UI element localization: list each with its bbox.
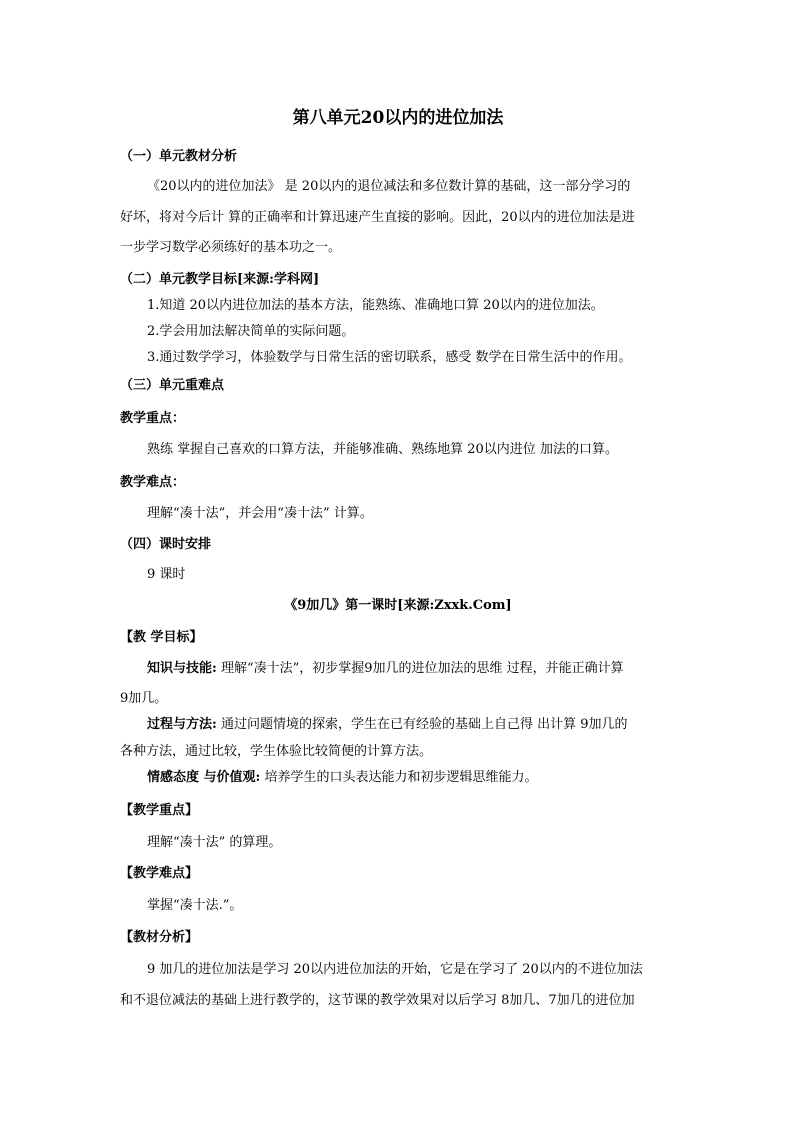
material-analysis-heading: 【教材分析】 [120, 930, 199, 945]
key-points-text-2: 理解“凑十法” 的算理。 [147, 835, 282, 850]
section-heading-goals: （二）单元教学目标[来源:学科网] [120, 272, 320, 287]
difficult-points-text-2: 掌握“凑十法.”。 [147, 898, 243, 913]
goal-attitude-text: 培养学生的口头表达能力和初步逻辑思维能力。 [260, 770, 538, 785]
paragraph-line: 一步学习数学必须练好的基本功之一。 [120, 240, 342, 255]
section-heading-analysis: （一）单元教材分析 [120, 149, 238, 164]
schedule-text: 9 课时 [147, 567, 186, 582]
goal-knowledge-label: 知识与技能: [147, 661, 217, 676]
key-points-text: 熟练 掌握自己喜欢的口算方法，并能够准确、熟练地算 20以内进位 加法的口算。 [147, 442, 618, 457]
paragraph-line: 《20以内的进位加法》 是 20以内的退位减法和多位数计算的基础，这一部分学习的 [147, 179, 631, 194]
list-item: 1.知道 20以内进位加法的基本方法，能熟练、准确地口算 20以内的进位加法。 [147, 298, 604, 313]
document-page [120, 0, 676, 1123]
paragraph-line: 9 加几的进位加法是学习 20以内进位加法的开始，它是在学习了 20以内的不进位加法 [147, 962, 643, 977]
goal-process-continued: 各种方法，通过比较，学生体验比较简便的计算方法。 [120, 744, 433, 759]
list-item: 3.通过数学学习，体验数学与日常生活的密切联系，感受 数学在日常生活中的作用。 [147, 350, 632, 365]
list-item: 2.学会用加法解决简单的实际问题。 [147, 324, 355, 339]
difficult-points-label: 教学难点： [120, 475, 186, 490]
goal-process-text: 通过问题情境的探索，学生在已有经验的基础上自己得 出计算 9加几的 [216, 717, 628, 732]
key-points-heading: 【教学重点】 [120, 803, 199, 818]
paragraph-line: 好坏，将对今后计 算的正确率和计算迅速产生直接的影响。因此，20以内的进位加法是进 [120, 210, 635, 225]
goal-knowledge-continued: 9加几。 [120, 691, 168, 706]
goal-attitude-label: 情感态度 与价值观: [147, 770, 261, 785]
difficult-points-text: 理解“凑十法”，并会用“凑十法” 计算。 [147, 506, 373, 521]
goal-process [147, 715, 627, 735]
teaching-goals-heading: 【教 学目标】 [120, 630, 203, 645]
goal-process-label: 过程与方法: [147, 717, 217, 732]
goal-knowledge-text: 理解“凑十法”，初步掌握9加几的进位加法的思维 过程，并能正确计算 [216, 661, 624, 676]
goal-attitude [147, 768, 537, 788]
paragraph-line: 和不退位减法的基础上进行教学的，这节课的教学效果对以后学习 8加几、7加几的进位加 [120, 993, 635, 1008]
section-heading-schedule: （四）课时安排 [120, 537, 212, 552]
key-points-label: 教学重点： [120, 411, 186, 426]
section-heading-key-difficult: （三）单元重难点 [120, 378, 225, 393]
goal-knowledge [147, 659, 624, 679]
lesson-title: 《9加几》第一课时[来源:Zxxk.Com] [284, 598, 512, 613]
difficult-points-heading: 【教学难点】 [120, 866, 199, 881]
document-title: 第八单元20以内的进位加法 [292, 108, 504, 128]
